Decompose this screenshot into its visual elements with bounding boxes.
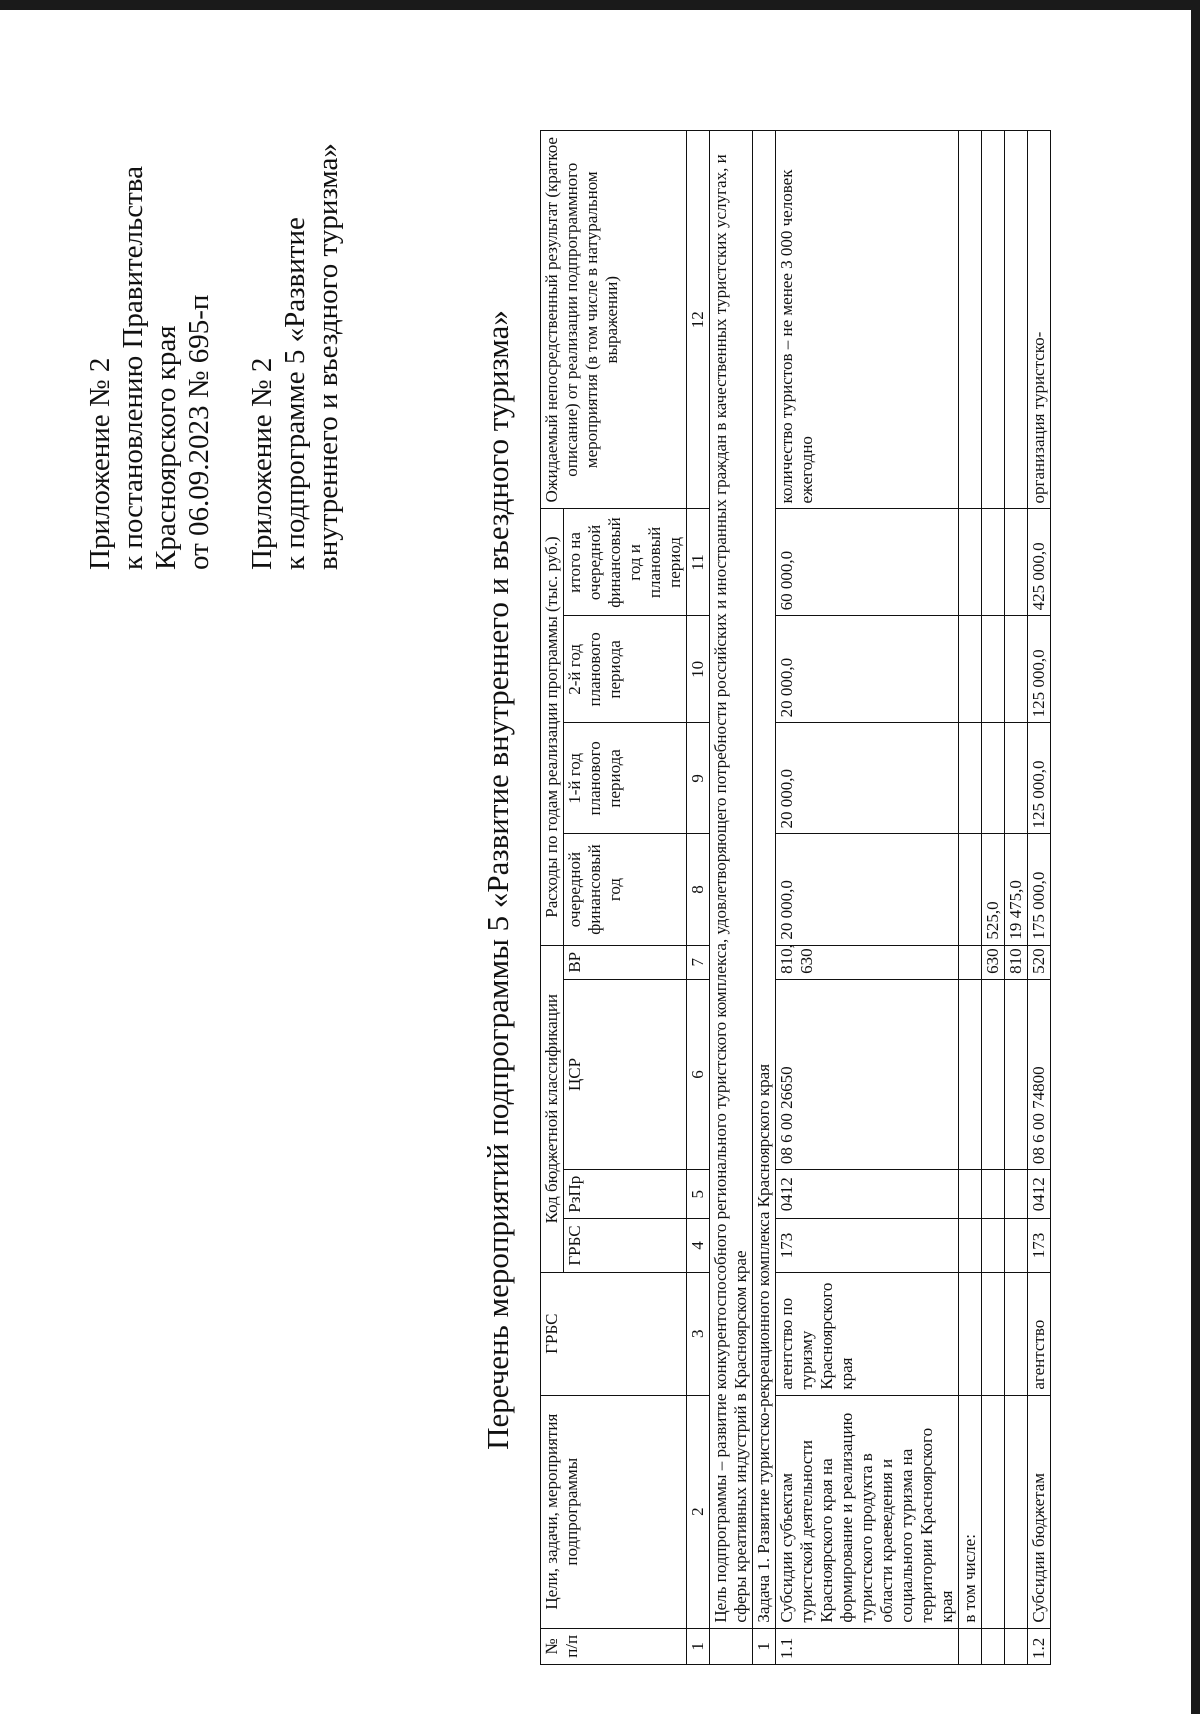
goal-text: Цель подпрограммы – развитие конкурентоспособного регионального туристского комплекса, удовлетворяющего потребности российских и иностранных граждан в качественных туристских услугах, и сферы креативных индустрий в Красноярском крае <box>710 131 753 1629</box>
row-year3: 125 000,0 <box>1028 616 1051 723</box>
incl-label: в том числе: <box>959 1395 982 1628</box>
task-row <box>753 131 776 1665</box>
row-num: 1.2 <box>1028 1628 1051 1664</box>
column-number: 3 <box>687 1272 710 1395</box>
table-row <box>1005 131 1028 1665</box>
row-csr: 08 6 00 74800 <box>1028 979 1051 1169</box>
empty-cell <box>959 1170 982 1219</box>
goal-row <box>710 131 753 1665</box>
empty-cell <box>1005 509 1028 616</box>
column-number: 5 <box>687 1170 710 1219</box>
header-year2: 1-й год планового периода <box>564 723 687 834</box>
row-vr: 520 <box>1028 945 1051 979</box>
header-year1: очередной финансовый год <box>564 834 687 945</box>
row-num: 1.1 <box>776 1628 959 1664</box>
column-number: 11 <box>687 509 710 616</box>
row-code-grbs: 173 <box>776 1219 959 1272</box>
empty-cell <box>959 131 982 509</box>
empty-cell <box>1005 1395 1028 1628</box>
column-number: 10 <box>687 616 710 723</box>
column-number: 7 <box>687 945 710 979</box>
document-title: Перечень мероприятий подпрограммы 5 «Развитие внутреннего и въездного туризма» <box>480 310 515 1450</box>
row-year1: 19 475,0 <box>1005 834 1028 945</box>
empty-cell <box>959 979 982 1169</box>
empty-cell <box>1005 979 1028 1169</box>
scan-edge-right <box>1191 0 1200 1714</box>
rotated-page <box>40 70 1160 1690</box>
empty-cell <box>982 1219 1005 1272</box>
empty-cell <box>982 616 1005 723</box>
empty-cell <box>959 834 982 945</box>
column-number: 6 <box>687 979 710 1169</box>
header-expenses: Расходы по годам реализации программы (тыс. руб.) <box>541 509 564 945</box>
header-vr: ВР <box>564 945 687 979</box>
empty-cell <box>1005 1170 1028 1219</box>
row-year2: 20 000,0 <box>776 723 959 834</box>
row-vr: 810 <box>1005 945 1028 979</box>
empty-cell <box>982 1628 1005 1664</box>
row-year1: 20 000,0 <box>776 834 959 945</box>
row-name: Субсидии бюджетам <box>1028 1395 1051 1628</box>
header-num: № п/п <box>541 1628 687 1664</box>
column-number: 9 <box>687 723 710 834</box>
approval-line: Приложение № 2 <box>84 357 116 570</box>
column-number: 4 <box>687 1219 710 1272</box>
header-total: итого на очередной финансовый год и плановый период <box>564 509 687 616</box>
empty-cell <box>1005 723 1028 834</box>
row-rzpr: 0412 <box>1028 1170 1051 1219</box>
approval-gap <box>216 100 246 570</box>
column-number: 1 <box>687 1628 710 1664</box>
empty-cell <box>959 723 982 834</box>
approval-line: Приложение № 2 <box>246 357 278 570</box>
empty-cell <box>1005 1219 1028 1272</box>
table-row <box>776 131 959 1665</box>
row-result: количество туристов – не менее 3 000 человек ежегодно <box>776 131 959 509</box>
empty-cell <box>982 1395 1005 1628</box>
row-year1: 175 000,0 <box>1028 834 1051 945</box>
column-numbers-row <box>687 131 710 1665</box>
empty-cell <box>1005 131 1028 509</box>
column-number: 8 <box>687 834 710 945</box>
empty-cell <box>959 616 982 723</box>
approval-line: к постановлению Правительства <box>117 166 149 570</box>
row-grbs: агентство по туризму Красноярского края <box>776 1272 959 1395</box>
empty-cell <box>982 723 1005 834</box>
row-year3: 20 000,0 <box>776 616 959 723</box>
empty-cell <box>1005 616 1028 723</box>
table-row <box>1028 131 1051 1665</box>
header-rzpr: РзПр <box>564 1170 687 1219</box>
row-rzpr: 0412 <box>776 1170 959 1219</box>
approval-line: от 06.09.2023 № 695-п <box>183 294 215 570</box>
column-number: 12 <box>687 131 710 509</box>
task-num: 1 <box>753 1628 776 1664</box>
column-number: 2 <box>687 1395 710 1628</box>
empty-cell <box>982 979 1005 1169</box>
row-year1: 525,0 <box>982 834 1005 945</box>
approval-block <box>84 100 345 570</box>
empty-cell <box>982 1272 1005 1395</box>
row-total: 60 000,0 <box>776 509 959 616</box>
row-csr: 08 6 00 26650 <box>776 979 959 1169</box>
empty-cell <box>959 1272 982 1395</box>
measures-table <box>540 130 1051 1665</box>
empty-cell <box>982 509 1005 616</box>
empty-cell <box>959 945 982 979</box>
row-vr: 630 <box>982 945 1005 979</box>
approval-line: к подпрограмме 5 «Развитие <box>279 217 311 570</box>
header-sub-grbs: ГРБС <box>564 1219 687 1272</box>
empty-cell <box>1005 1272 1028 1395</box>
row-code-grbs: 173 <box>1028 1219 1051 1272</box>
table-row <box>982 131 1005 1665</box>
approval-line: внутреннего и въездного туризма» <box>312 143 344 570</box>
goal-num-cell <box>710 1628 753 1664</box>
empty-cell <box>959 509 982 616</box>
empty-cell <box>959 1628 982 1664</box>
empty-cell <box>959 1219 982 1272</box>
row-year2: 125 000,0 <box>1028 723 1051 834</box>
row-total: 425 000,0 <box>1028 509 1051 616</box>
header-goals: Цели, задачи, мероприятия подпрограммы <box>541 1395 687 1628</box>
row-grbs: агентство <box>1028 1272 1051 1395</box>
empty-cell <box>982 1170 1005 1219</box>
table-row <box>959 131 982 1665</box>
header-row <box>541 131 564 1665</box>
approval-line: Красноярского края <box>150 325 182 570</box>
header-budget-code: Код бюджетной классификации <box>541 945 564 1272</box>
header-year3: 2-й год планового периода <box>564 616 687 723</box>
row-vr: 810, 630 <box>776 945 959 979</box>
header-result: Ожидаемый непосредственный результат (краткое описание) от реализации подпрограммного мероприятия (в том числе в натуральном выражении) <box>541 131 687 509</box>
row-result: организация туристско- <box>1028 131 1051 509</box>
row-name: Субсидии субъектам туристской деятельности Красноярского края на формирование и реализацию туристского продукта в области краеведения и социального туризма на территории Красноярского края <box>776 1395 959 1628</box>
header-csr: ЦСР <box>564 979 687 1169</box>
empty-cell <box>982 131 1005 509</box>
task-text: Задача 1. Развитие туристско-рекреационного комплекса Красноярского края <box>753 131 776 1629</box>
header-grbs: ГРБС <box>541 1272 687 1395</box>
scan-edge-top <box>0 0 1200 10</box>
empty-cell <box>1005 1628 1028 1664</box>
